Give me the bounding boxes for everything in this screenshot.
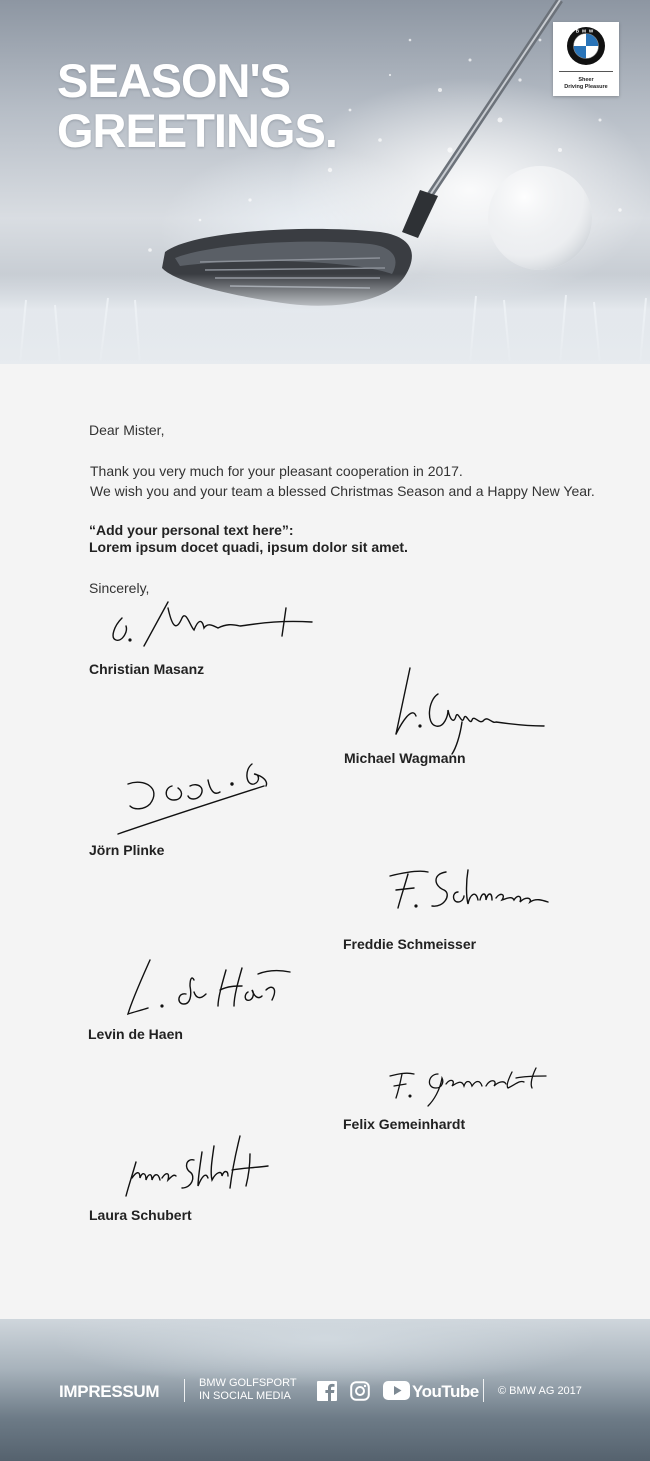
footer bbox=[0, 1319, 650, 1461]
signature-christian-masanz bbox=[106, 596, 321, 652]
bmw-logo[interactable] bbox=[553, 22, 619, 96]
facebook-icon[interactable] bbox=[317, 1381, 337, 1401]
instagram-icon[interactable] bbox=[350, 1381, 370, 1401]
closing: Sincerely, bbox=[89, 580, 150, 596]
page-title bbox=[57, 56, 337, 156]
signatory-name: Freddie Schmeisser bbox=[343, 936, 477, 952]
title-line-2: GREETINGS. bbox=[57, 104, 337, 157]
signature-levin-de-haen bbox=[122, 956, 292, 1018]
letter-body bbox=[0, 364, 650, 1319]
header-image bbox=[0, 0, 650, 364]
signature-felix-gemeinhardt bbox=[386, 1066, 550, 1108]
paragraph-line-2: We wish you and your team a blessed Christmas Season and a Happy New Year. bbox=[90, 483, 595, 499]
letter-paragraph bbox=[90, 461, 610, 501]
copyright: © BMW AG 2017 bbox=[498, 1385, 582, 1397]
personal-text bbox=[89, 522, 408, 556]
signature-joern-plinke bbox=[114, 756, 274, 840]
logo-tagline bbox=[553, 77, 619, 91]
social-media-label bbox=[199, 1377, 297, 1403]
impressum-link[interactable]: IMPRESSUM bbox=[59, 1382, 160, 1401]
personal-text-line-1: “Add your personal text here”: bbox=[89, 522, 294, 538]
title-line-1: SEASON'S bbox=[57, 54, 291, 107]
signatory-name: Felix Gemeinhardt bbox=[343, 1116, 466, 1132]
paragraph-line-1: Thank you very much for your pleasant cooperation in 2017. bbox=[90, 463, 463, 479]
signatory-name: Laura Schubert bbox=[89, 1207, 192, 1223]
footer-divider bbox=[184, 1379, 185, 1402]
logo-tagline-line-2: Driving Pleasure bbox=[564, 84, 608, 90]
logo-tagline-line-1: Sheer bbox=[578, 77, 594, 83]
logo-divider bbox=[559, 71, 613, 72]
greeting: Dear Mister, bbox=[89, 422, 165, 438]
signature-freddie-schmeisser bbox=[386, 862, 554, 914]
signature-laura-schubert bbox=[122, 1132, 276, 1202]
signatory-name: Jörn Plinke bbox=[89, 842, 165, 858]
snow-ground bbox=[0, 274, 650, 364]
youtube-wordmark: YouTube bbox=[412, 1382, 479, 1401]
signature-michael-wagmann bbox=[392, 666, 552, 756]
signatory-name: Michael Wagmann bbox=[344, 750, 466, 766]
personal-text-line-2: Lorem ipsum docet quadi, ipsum dolor sit amet. bbox=[89, 539, 408, 555]
bmw-logo-letters: BMW bbox=[575, 28, 597, 34]
social-label-line-2: IN SOCIAL MEDIA bbox=[199, 1390, 291, 1402]
footer-divider bbox=[483, 1379, 484, 1402]
signatory-name: Levin de Haen bbox=[88, 1026, 183, 1042]
bmw-logo-icon bbox=[566, 26, 606, 66]
social-label-line-1: BMW GOLFSPORT bbox=[199, 1377, 297, 1389]
signatory-name: Christian Masanz bbox=[89, 661, 205, 677]
youtube-icon[interactable] bbox=[383, 1380, 479, 1402]
